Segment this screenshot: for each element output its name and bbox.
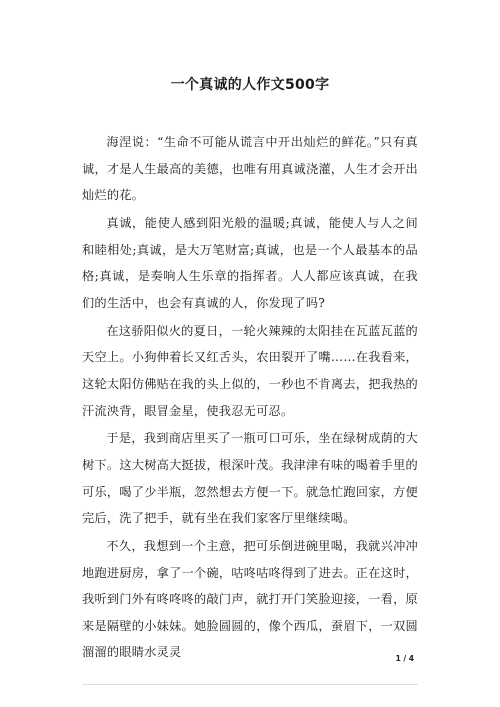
- page-footer: [0, 654, 500, 685]
- document-body: [82, 129, 418, 667]
- paragraph-2: 真诚，能使人感到阳光般的温暖;真诚，能使人与人之间和睦相处;真诚，是大万笔财富;真诚，也是一个人最基本的品格;真诚，是奏响人生乐章的指挥者。人人都应该真诚，在我们的生活中，也会有真诚的人，你发现了吗?: [82, 216, 418, 310]
- paragraph-4: 于是，我到商店里买了一瓶可口可乐，坐在绿树成荫的大树下。这大树高大挺拔，根深叶茂。我津津有味的喝着手里的可乐，喝了少半瓶，忽然想去方便一下。就急忙跑回家，方便完后，洗了把手，就有坐在我们家客厅里继续喝。: [82, 431, 418, 526]
- paragraph-5: 不久，我想到一个主意，把可乐倒进碗里喝，我就兴冲冲地跑进厨房，拿了一个碗，咕咚咕咚得到了进去。正在这时，我听到门外有咚咚咚的敲门声，就打开门笑脸迎接，一看，原来是隔壁的小妹妹。她脸圆圆的，像个西瓜，蚕眉下，一双圆溜溜的眼睛水灵灵: [82, 539, 418, 660]
- paragraph-1: 海涅说：“生命不可能从谎言中开出灿烂的鲜花。”只有真诚，才是人生最高的美德，也唯有用真诚浇灌，人生才会开出灿烂的花。: [82, 135, 418, 203]
- paragraph-3: 在这骄阳似火的夏日，一轮火辣辣的太阳挂在瓦蓝瓦蓝的天空上。小狗伸着长又红舌头，农田裂开了嘴……在我看来，这轮太阳仿佛贴在我的头上似的，一秒也不肯离去，把我热的汗流泱背，眼冒金星，使我忍无可忍。: [82, 323, 418, 418]
- page-number: 1 / 4: [395, 654, 414, 663]
- footer-divider: [82, 684, 418, 685]
- document-title: 一个真诚的人作文500字: [170, 77, 330, 93]
